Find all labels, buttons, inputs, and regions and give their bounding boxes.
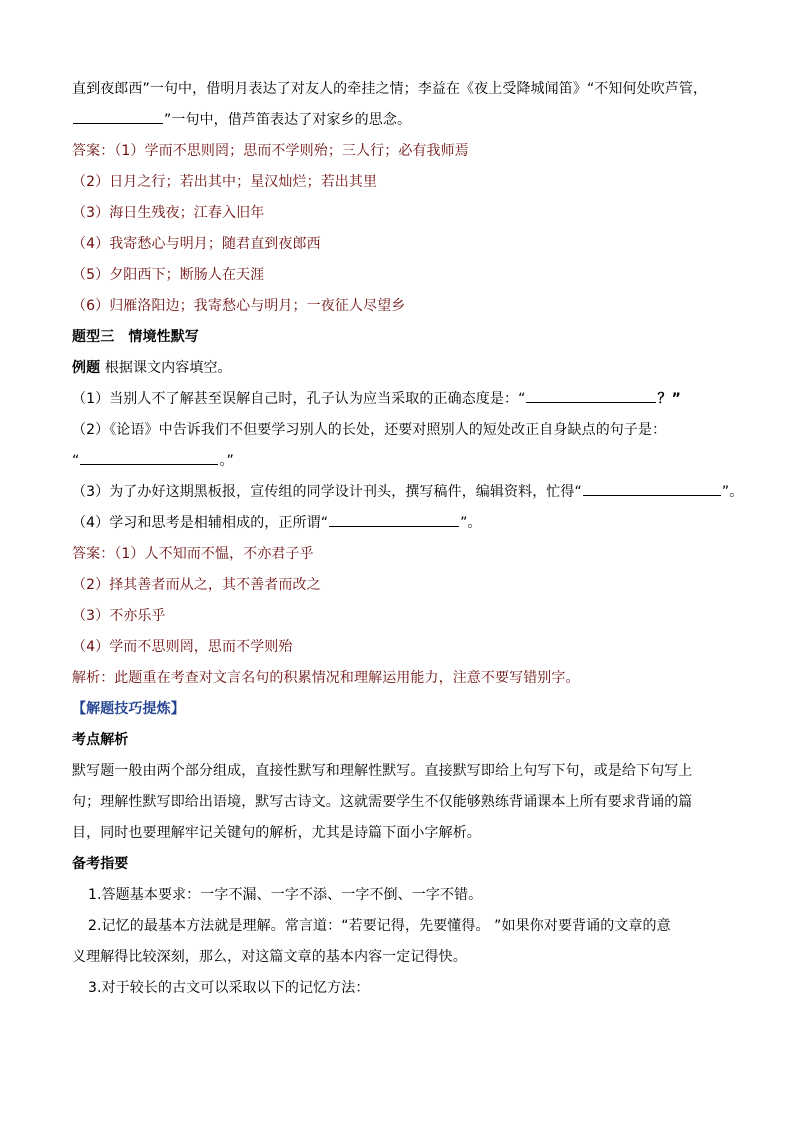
paragraph-line: 1.答题基本要求：一字不漏、一字不添、一字不倒、一字不错。: [88, 887, 483, 903]
text-span: “: [72, 453, 80, 469]
answer-line: （2）择其善者而从之，其不善者而改之: [72, 577, 321, 593]
answer-line: （4）我寄愁心与明月；随君直到夜郎西: [72, 236, 321, 252]
fill-blank: [329, 508, 459, 527]
tips-heading: 【解题技巧提炼】: [72, 701, 185, 717]
paragraph-line: 默写题一般由两个部分组成，直接性默写和理解性默写。直接默写即给上句写下句，或是给下句写上: [72, 763, 693, 779]
text-line: [72, 105, 742, 136]
question-line: [72, 508, 742, 539]
question-line: [72, 477, 742, 508]
fill-blank: [526, 384, 656, 403]
text-span: 直到夜郎西”一句中，借明月表达了对友人的牵挂之情；李益在《夜上受降城闻笛》“不知何处吹芦管，: [72, 81, 708, 97]
example-text: 根据课文内容填空。: [100, 360, 232, 376]
kaodian-title: 考点解析: [72, 732, 129, 748]
answer-line: [72, 136, 742, 167]
example-line: [72, 353, 742, 384]
answer-line: （3）不亦乐乎: [72, 608, 166, 624]
text-span: ”一句中，借芦笛表达了对家乡的思念。: [164, 112, 412, 128]
answer-line: （2）日月之行；若出其中；星汉灿烂；若出其里: [72, 174, 378, 190]
answer-label: 答案：: [72, 143, 115, 159]
answer-line: （3）海日生残夜；江春入旧年: [72, 205, 265, 221]
question-line: [72, 384, 742, 415]
fill-blank: [73, 105, 163, 124]
fill-blank: [80, 446, 218, 465]
text-span: ”。: [460, 515, 482, 531]
analysis-line: 解析：此题重在考查对文言名句的积累情况和理解运用能力，注意不要写错别字。: [72, 670, 580, 686]
text-span: ？”: [657, 391, 681, 407]
paragraph-line: 句；理解性默写即给出语境，默写古诗文。这就需要学生不仅能够熟练背诵课本上所有要求背诵的篇: [72, 794, 693, 810]
answer-line: [72, 539, 742, 570]
text-line: [72, 74, 742, 105]
question-line: [72, 415, 742, 446]
text-span: （4）学习和思考是相辅相成的，正所谓“: [72, 515, 329, 531]
paragraph-line: 3.对于较长的古文可以采取以下的记忆方法：: [88, 980, 370, 996]
answer-line: （4）学而不思则罔，思而不学则殆: [72, 639, 293, 655]
answer-text: （1）人不知而不愠，不亦君子乎: [114, 546, 314, 562]
fill-blank: [583, 477, 721, 496]
question-line: [72, 446, 742, 477]
beikao-title: 备考指要: [72, 856, 129, 872]
section-heading: 题型三 情境性默写: [72, 329, 199, 345]
answer-line: （6）归雁洛阳边；我寄愁心与明月；一夜征人尽望乡: [72, 298, 406, 314]
text-span: ”。: [721, 484, 744, 500]
document-page: [72, 74, 742, 1004]
example-label: 例题: [72, 360, 101, 376]
text-span: （3）为了办好这期黑板报，宣传组的同学设计刊头，撰写稿件，编辑资料，忙得“: [72, 484, 582, 500]
text-span: （2）《论语》中告诉我们不但要学习别人的长处，还要对照别人的短处改正自身缺点的句子是：: [72, 422, 667, 438]
answer-label: 答案：: [72, 546, 115, 562]
paragraph-line: 2.记忆的最基本方法就是理解。常言道：“若要记得，先要懂得。 ”如果你对要背诵的文章的意: [88, 918, 671, 934]
text-span: （1）当别人不了解甚至误解自己时，孔子认为应当采取的正确态度是：“: [72, 391, 526, 407]
text-span: 。”: [219, 453, 234, 469]
answer-text: （1）学而不思则罔；思而不学则殆；三人行；必有我师焉: [114, 143, 469, 159]
paragraph-line: 义理解得比较深刻，那么，对这篇文章的基本内容一定记得快。: [72, 949, 467, 965]
paragraph-line: 目，同时也要理解牢记关键句的解析，尤其是诗篇下面小字解析。: [72, 825, 481, 841]
answer-line: （5）夕阳西下；断肠人在天涯: [72, 267, 265, 283]
